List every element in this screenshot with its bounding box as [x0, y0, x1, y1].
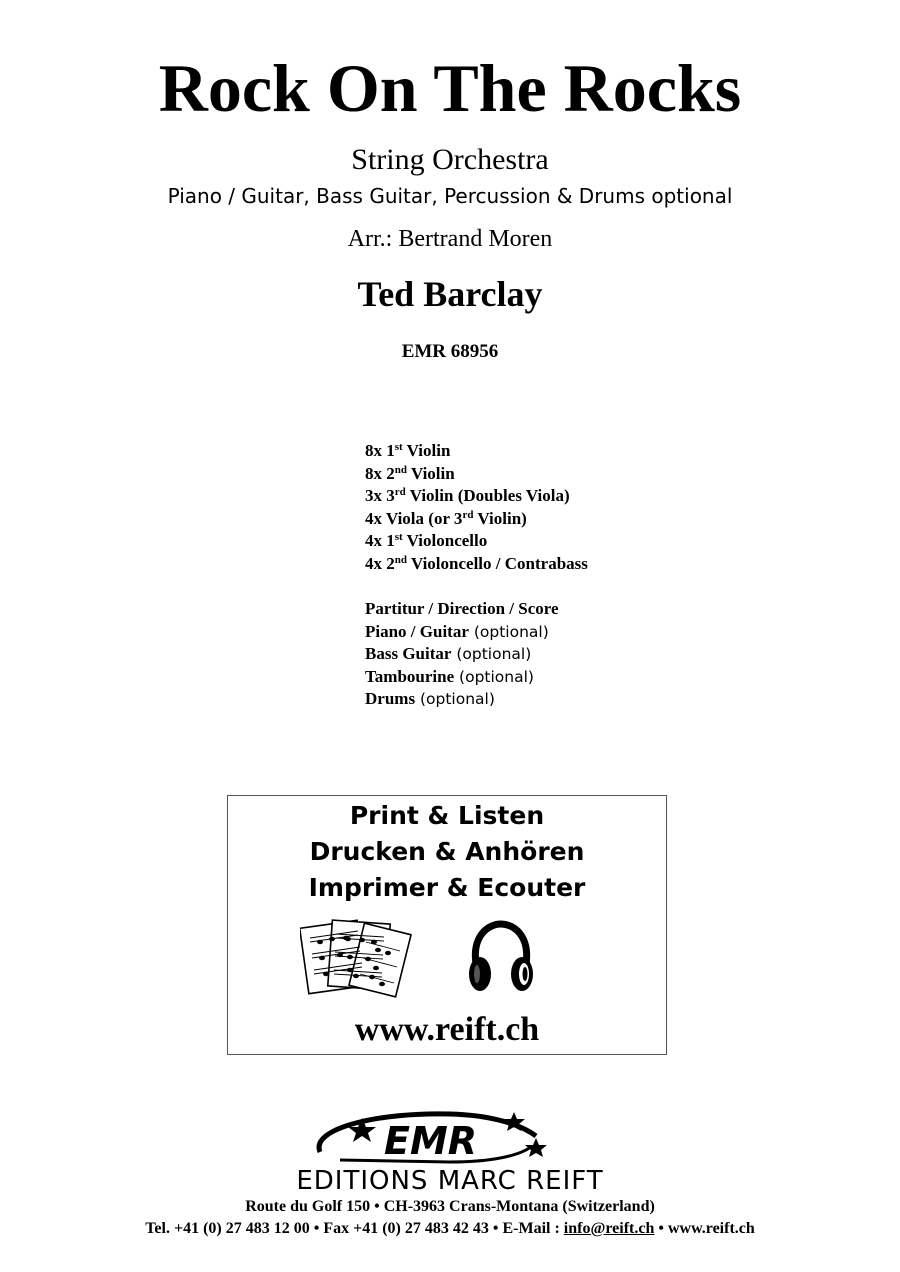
string-part-row — [365, 553, 588, 576]
other-part-row — [365, 688, 588, 711]
publisher-name: EDITIONS MARC REIFT — [296, 1166, 604, 1196]
print-listen-box — [227, 795, 667, 1055]
part-name: Violoncello / Contrabass — [407, 553, 588, 573]
string-part-row — [365, 530, 588, 553]
string-part-row — [365, 440, 588, 463]
other-part-row — [365, 666, 588, 689]
ensemble-subtitle: String Orchestra — [351, 143, 549, 176]
part-count: 8x 2 — [365, 463, 395, 483]
part-count: 8x 1 — [365, 441, 395, 460]
part-name: Violin (Doubles Viola) — [405, 486, 570, 505]
other-part-row — [365, 598, 588, 621]
optional-instruments-line: Piano / Guitar, Bass Guitar, Percussion & Drums optional — [167, 184, 733, 208]
ordinal-suffix: nd — [394, 463, 407, 476]
logo-text: EMR — [384, 1119, 478, 1163]
string-part-row — [365, 485, 588, 508]
part-count: 4x Viola (or 3 — [365, 508, 463, 528]
part-name: Bass Guitar — [365, 644, 452, 663]
part-note: (optional) — [454, 667, 534, 686]
publisher-contact — [0, 1218, 900, 1240]
ordinal-suffix: st — [394, 531, 403, 543]
page-title: Rock On The Rocks — [158, 50, 742, 126]
arranger-credit: Arr.: Bertrand Moren — [347, 226, 553, 252]
part-name: Partitur / Direction / Score — [365, 599, 559, 618]
ordinal-suffix: st — [394, 441, 403, 453]
contact-website: • www.reift.ch — [654, 1220, 755, 1237]
promo-website-url: www.reift.ch — [354, 1011, 540, 1048]
composer-name: Ted Barclay — [357, 274, 543, 314]
emr-logo — [300, 1108, 600, 1168]
ordinal-suffix: nd — [394, 553, 407, 566]
catalog-number: EMR 68956 — [401, 341, 499, 362]
email-link[interactable]: info@reift.ch — [563, 1220, 655, 1237]
string-part-row — [365, 463, 588, 486]
other-part-row — [365, 621, 588, 644]
ordinal-suffix: rd — [462, 508, 474, 521]
part-name: Violoncello — [402, 531, 488, 550]
contact-phone-fax: Tel. +41 (0) 27 483 12 00 • Fax +41 (0) 27 483 42 43 • E-Mail : — [145, 1220, 564, 1237]
part-count: 3x 3 — [365, 486, 395, 505]
part-note: (optional) — [451, 645, 532, 663]
part-name: Drums — [365, 689, 416, 708]
part-name: Tambourine — [365, 666, 455, 686]
part-count: 4x 1 — [365, 531, 395, 550]
part-count: 4x 2 — [365, 553, 395, 573]
publisher-address: Route du Golf 150 • CH-3963 Crans-Montana (Switzerland) — [245, 1198, 655, 1215]
string-part-row — [365, 508, 588, 531]
part-name: Violin — [407, 463, 455, 483]
promo-line-german: Drucken & Anhören — [309, 837, 585, 866]
part-name: Violin) — [473, 508, 527, 528]
headphones-icon — [466, 920, 536, 996]
other-part-row — [365, 643, 588, 666]
part-note: (optional) — [415, 690, 495, 708]
ordinal-suffix: rd — [394, 486, 406, 498]
part-name: Violin — [402, 441, 451, 460]
list-spacer — [365, 575, 588, 598]
sheet-music-icon — [300, 918, 412, 1000]
promo-line-french: Imprimer & Ecouter — [308, 873, 586, 902]
part-note: (optional) — [468, 622, 549, 641]
part-name: Piano / Guitar — [365, 621, 469, 641]
parts-list — [365, 440, 588, 711]
promo-line-english: Print & Listen — [349, 801, 545, 830]
